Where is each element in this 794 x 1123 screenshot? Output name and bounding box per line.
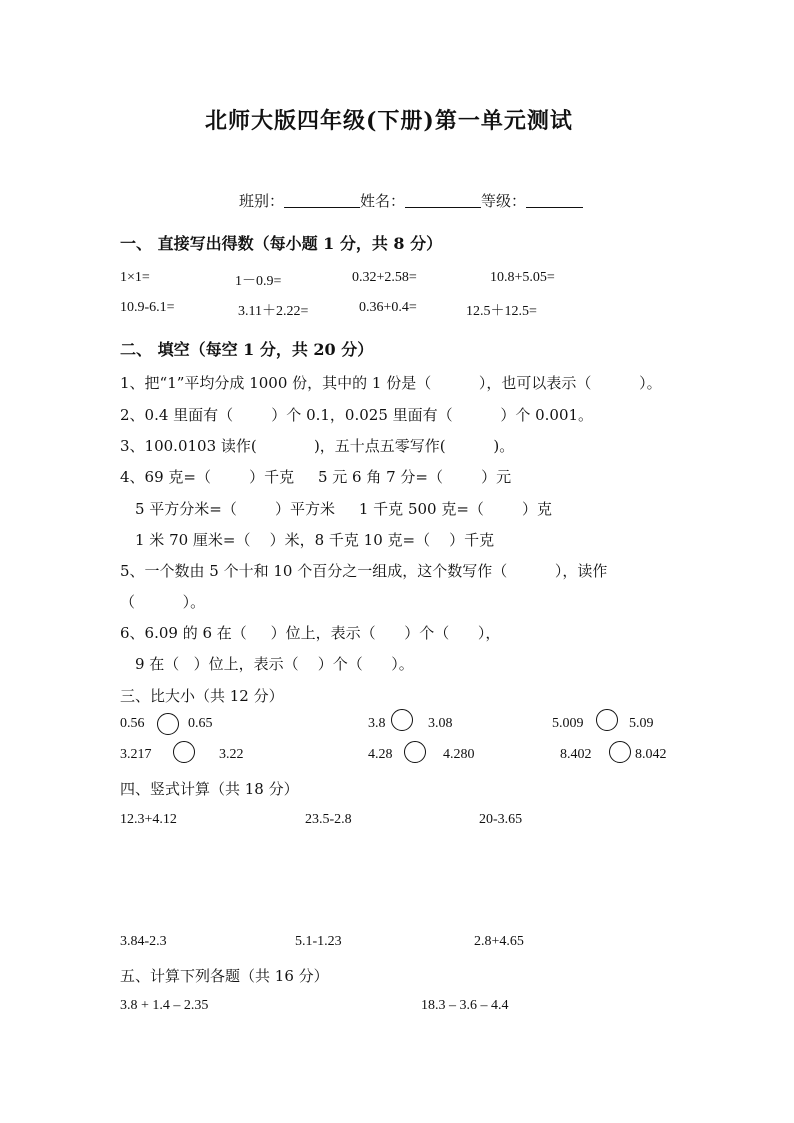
page-title: 北师大版四年级(下册)第一单元测试 [205,108,573,134]
fill-blank-line: 5、一个数由 5 个十和 10 个百分之一组成，这个数写作（ ），读作 [120,562,608,580]
compare-left: 3.8 [368,716,386,731]
fill-blank-line: 3、100.0103 读作( )，五十点五零写作( )。 [120,437,515,455]
s1-item: 0.32+2.58= [352,270,417,285]
compare-circle[interactable] [609,741,631,763]
class-blank[interactable] [284,193,360,208]
vertical-calc-item: 3.84-2.3 [120,934,167,949]
calc-item: 3.8 + 1.4 – 2.35 [120,998,209,1013]
compare-right: 3.22 [219,747,244,762]
compare-left: 4.28 [368,747,393,762]
fill-blank-line: 6、6.09 的 6 在（ ）位上，表示（ ）个（ ）， [120,624,501,642]
class-label: 班别： [239,192,285,210]
fill-blank-line: 9 在（ ）位上，表示（ ）个（ ）。 [135,655,414,673]
vertical-calc-item: 20-3.65 [479,812,523,827]
s1-item: 3.11＋2.22= [238,304,309,319]
compare-left: 8.402 [560,747,592,762]
compare-circle[interactable] [391,709,413,731]
s1-item: 10.9-6.1= [120,300,175,315]
name-blank[interactable] [405,193,481,208]
s1-item: 1－0.9= [235,274,282,289]
section5-heading: 五、计算下列各题（共 16 分） [120,967,329,985]
compare-right: 4.280 [443,747,475,762]
compare-right: 8.042 [635,747,667,762]
section3-heading: 三、比大小（共 12 分） [120,687,284,705]
compare-left: 5.009 [552,716,584,731]
vertical-calc-item: 2.8+4.65 [474,934,524,949]
compare-right: 0.65 [188,716,213,731]
vertical-calc-item: 23.5-2.8 [305,812,352,827]
fill-blank-line: 2、0.4 里面有（ ）个 0.1，0.025 里面有（ ）个 0.001。 [120,406,594,424]
compare-right: 5.09 [629,716,654,731]
fill-blank-line: （ ）。 [120,593,206,611]
vertical-calc-item: 12.3+4.12 [120,812,177,827]
compare-right: 3.08 [428,716,453,731]
compare-circle[interactable] [173,741,195,763]
s1-item: 1×1= [120,270,150,285]
compare-left: 3.217 [120,747,152,762]
s1-item: 10.8+5.05= [490,270,555,285]
grade-blank[interactable] [526,193,583,208]
compare-circle[interactable] [157,713,179,735]
fill-blank-line: 1、把“1”平均分成 1000 份，其中的 1 份是（ ），也可以表示（ ）。 [120,374,662,392]
fill-blank-line: 1 米 70 厘米=（ ）米，8 千克 10 克=（ ）千克 [135,531,495,549]
s1-item: 0.36+0.4= [359,300,417,315]
compare-circle[interactable] [404,741,426,763]
fill-blank-line: 5 平方分米=（ ）平方米 1 千克 500 克=（ ）克 [135,500,553,518]
compare-circle[interactable] [596,709,618,731]
compare-left: 0.56 [120,716,145,731]
s1-item: 12.5＋12.5= [466,304,537,319]
calc-item: 18.3 – 3.6 – 4.4 [421,998,509,1013]
section2-heading: 二、 填空（每空 1 分，共 20 分） [120,340,374,359]
student-info-line [239,190,583,211]
fill-blank-line: 4、69 克=（ ）千克 5 元 6 角 7 分=（ ）元 [120,468,512,486]
grade-label: 等级： [481,192,527,210]
section1-heading: 一、 直接写出得数（每小题 1 分，共 8 分） [120,234,443,253]
vertical-calc-item: 5.1-1.23 [295,934,342,949]
section4-heading: 四、竖式计算（共 18 分） [120,780,299,798]
name-label: 姓名： [360,192,406,210]
